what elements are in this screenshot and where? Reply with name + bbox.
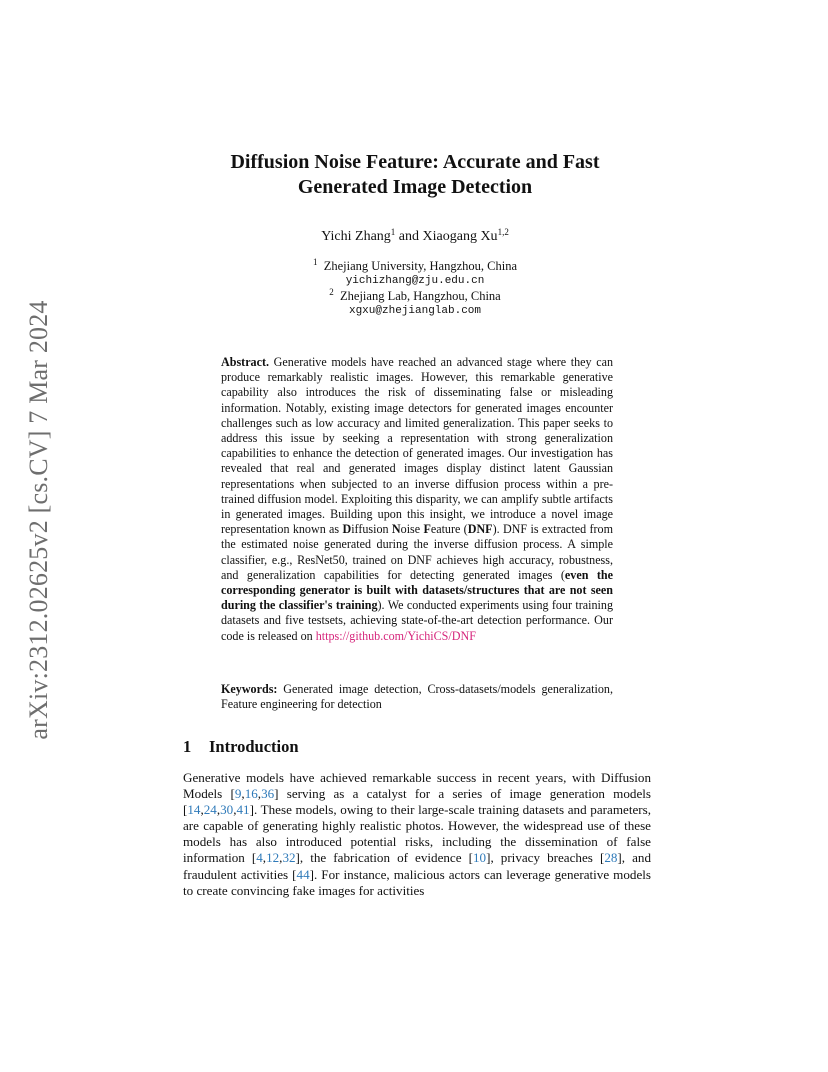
citation-44[interactable]: 44 (296, 866, 310, 882)
citation-separator: , (262, 850, 267, 866)
abstract-text-2: ). DNF is extracted from the estimated noise generated during the inverse diffusion process. A simple classifier, e.g., ResNet50, trained on DNF achieves high accuracy, robustness, and generalization capabilities for detecting generated images ( (221, 522, 613, 582)
citation-12[interactable]: 12 (266, 850, 280, 866)
citation-separator: , (233, 802, 237, 818)
intro-text-6: ], and fraudulent activities [ (183, 850, 652, 882)
intro-text-4: ], the fabrication of evidence [ (295, 850, 473, 866)
citation-4[interactable]: 4 (256, 850, 263, 866)
code-link[interactable]: https://github.com/YichiCS/DNF (315, 628, 476, 643)
author-1: Yichi Zhang (321, 229, 391, 244)
keywords-label: Keywords: (221, 682, 278, 696)
citation-separator: , (216, 802, 221, 818)
citation-separator: , (279, 850, 283, 866)
author-list (160, 229, 670, 245)
citation-24[interactable]: 24 (203, 802, 217, 818)
intro-text-3: ]. These models, owing to their large-scale training datasets and parameters, are capable of generating highly realistic photos. However, the widespread use of these models has also introduced potential risks, including the dissemination of false information [ (183, 802, 651, 866)
citation-9[interactable]: 9 (234, 786, 242, 802)
abstract-d: D (342, 522, 352, 537)
arxiv-sidebar (24, 290, 54, 750)
citation-10[interactable]: 10 (472, 850, 487, 866)
author-2: Xiaogang Xu (422, 229, 498, 244)
affiliation-1 (200, 259, 630, 289)
abstract-label: Abstract. (221, 355, 270, 369)
citation-36[interactable]: 36 (261, 786, 275, 802)
citation-14[interactable]: 14 (187, 802, 201, 818)
abstract-f-rest: eature ( (430, 522, 468, 537)
abstract (221, 355, 613, 644)
abstract-n-rest: oise (400, 522, 424, 537)
section-title: Introduction (209, 737, 299, 756)
title-line-2: Generated Image Detection (297, 176, 533, 198)
abstract-d-rest: iffusion (351, 522, 392, 537)
citation-30[interactable]: 30 (220, 802, 234, 818)
affiliation-2-email: xgxu@zhejianglab.com (348, 305, 482, 317)
affiliation-2-number: 2 (329, 287, 334, 297)
citation-separator: , (200, 802, 204, 818)
citation-separator: , (257, 786, 262, 802)
abstract-n: N (391, 522, 401, 537)
citation-16[interactable]: 16 (244, 786, 258, 802)
author-1-affil: 1 (390, 227, 396, 237)
intro-text-5: ], privacy breaches [ (486, 850, 605, 866)
abstract-text-3: ). We conducted experiments using four training datasets and five testsets, achieving state-of-the-art detection performance. Our code is released on (221, 598, 614, 643)
intro-text-7: ]. For instance, malicious actors can leverage generative models to create convincing fake images for activities (183, 866, 652, 898)
citation-41[interactable]: 41 (236, 802, 250, 818)
affiliation-1-number: 1 (313, 257, 318, 267)
arxiv-identifier: arXiv:2312.02625v2 [cs.CV] 7 Mar 2024 (24, 300, 53, 740)
affiliation-1-email: yichizhang@zju.edu.cn (345, 275, 485, 287)
section-number: 1 (183, 737, 192, 756)
keywords (221, 682, 613, 712)
paper-title (160, 150, 670, 200)
citation-32[interactable]: 32 (282, 850, 296, 866)
keywords-text: Generated image detection, Cross-datasets/models generalization, Feature engineering for detection (221, 682, 613, 712)
intro-text-2: ] serving as a catalyst for a series of image generation models [ (183, 786, 651, 818)
abstract-text-1: Generative models have reached an advanced stage where they can produce remarkably realistic images. However, this remarkable generative capability also introduces the risk of disseminating false or misleading information. Notably, existing image detectors for generated images encounter challenges such as low accuracy and limited generalization. This paper seeks to address this issue by seeking a representation with strong generalization capabilities to enhance the detection of generated images. Our investigation has revealed that real and generated images display distinct latent Gaussian representations when subjected to an inverse diffusion process within a pre-trained diffusion model. Exploiting this disparity, we can amplify subtle artifacts in generated images. Building upon this insight, we introduce a novel image representation known as (221, 355, 613, 537)
title-line-1: Diffusion Noise Feature: Accurate and Fast (230, 151, 600, 173)
author-2-affil: 1,2 (497, 227, 509, 237)
abstract-dnf: DNF (467, 522, 493, 537)
affiliation-1-name: Zhejiang University, Hangzhou, China (323, 259, 517, 273)
section-heading-introduction (183, 737, 299, 757)
citation-separator: , (241, 786, 245, 802)
author-conjunction: and (395, 229, 423, 244)
affiliation-2 (200, 289, 630, 319)
citation-28[interactable]: 28 (604, 850, 618, 866)
introduction-paragraph (183, 770, 651, 899)
abstract-bold-claim: even the corresponding generator is built with datasets/structures that are not seen during the classifier's training (221, 567, 614, 613)
abstract-f: F (423, 522, 431, 537)
affiliation-2-name: Zhejiang Lab, Hangzhou, China (340, 289, 501, 303)
intro-text-1: Generative models have achieved remarkable success in recent years, with Diffusion Models [ (183, 770, 651, 802)
